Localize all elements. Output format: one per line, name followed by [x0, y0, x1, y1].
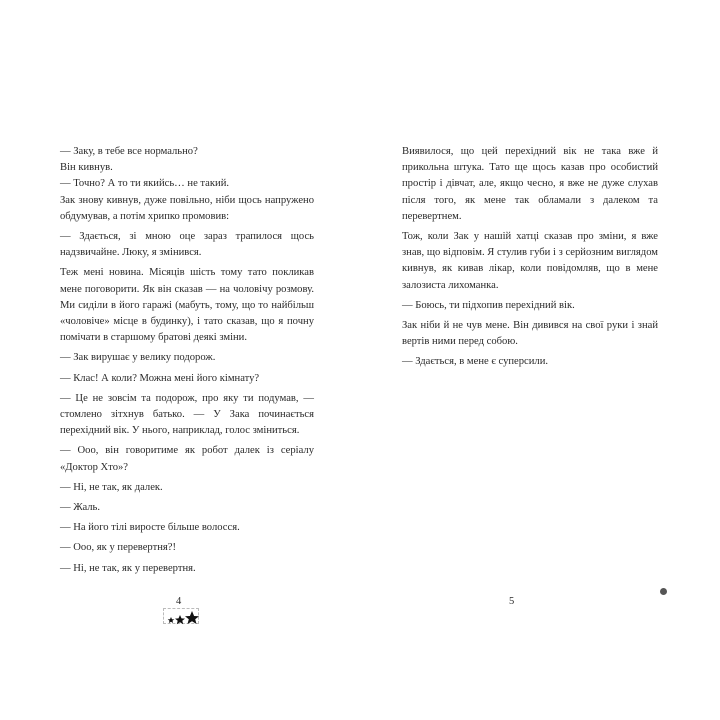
page-number: 4	[176, 596, 182, 607]
right-page-text	[402, 144, 658, 371]
page-number: 5	[509, 596, 515, 607]
paragraph: — Зак вирушає у велику подорож.	[60, 352, 216, 364]
registration-mark	[660, 588, 667, 595]
paragraph: — Ооо, він говоритиме як робот далек із серіалу «Доктор Хто»?	[60, 445, 314, 473]
left-page-text	[60, 144, 314, 577]
right-page	[360, 0, 720, 720]
paragraph: — Здається, зі мною оце зараз трапилося щось надзвичайне. Люку, я змінився.	[60, 231, 314, 259]
paragraph: — Ні, не так, як у перевертня.	[60, 562, 196, 574]
stars-ornament	[163, 608, 199, 624]
paragraph: — Це не зовсім та подорож, про яку ти подумав, — стомлено зітхнув батько. — У Зака починається перехідний вік. У нього, наприклад, голос зміниться.	[60, 392, 314, 437]
paragraph: — Ооо, як у перевертня?!	[60, 542, 176, 554]
paragraph: — Заку, в тебе все нормально?	[60, 146, 198, 157]
paragraph: Зак знову кивнув, дуже повільно, ніби щось напружено обдумував, а потім хрипко промовив:	[60, 194, 314, 222]
paragraph: — Жаль.	[60, 502, 101, 514]
paragraph: Теж мені новина. Місяців шість тому тато покликав мене поговорити. Як він сказав — на чоловічу розмову. Ми сиділи в його гаражі (мабуть, тому, що то найбільш «чоловіче» місце в будинку), і тато сказав, що я почну помічати в старшому братові деякі зміни.	[60, 267, 314, 344]
paragraph: — Здається, в мене є суперсили.	[402, 356, 549, 368]
paragraph: Тож, коли Зак у нашій хатці сказав про зміни, я вже знав, що відповім. Я стулив губи і з серйозним виглядом кивнув, як кивав лікар, коли повідомляв, що в мене залозиста лихоманка.	[402, 231, 658, 291]
star-icon	[164, 609, 200, 625]
paragraph: — Ні, не так, як далек.	[60, 481, 163, 493]
paragraph: Зак ніби й не чув мене. Він дивився на свої руки і знай вертів ними перед собою.	[402, 320, 658, 348]
paragraph: Він кивнув.	[60, 162, 113, 174]
paragraph: — Боюсь, ти підхопив перехідний вік.	[402, 299, 575, 311]
paragraph: — На його тілі виросте більше волосся.	[60, 522, 240, 534]
paragraph: Виявилося, що цей перехідний вік не така вже й прикольна штука. Тато ще щось казав про особистий простір і дівчат, але, якщо чесно, я вже не дуже слухав після того, як мене так обламали з далеком та перевертнем.	[402, 146, 658, 222]
paragraph: — Точно? А то ти якийсь… не такий.	[60, 178, 230, 190]
paragraph: — Клас! А коли? Можна мені його кімнату?	[60, 372, 260, 384]
